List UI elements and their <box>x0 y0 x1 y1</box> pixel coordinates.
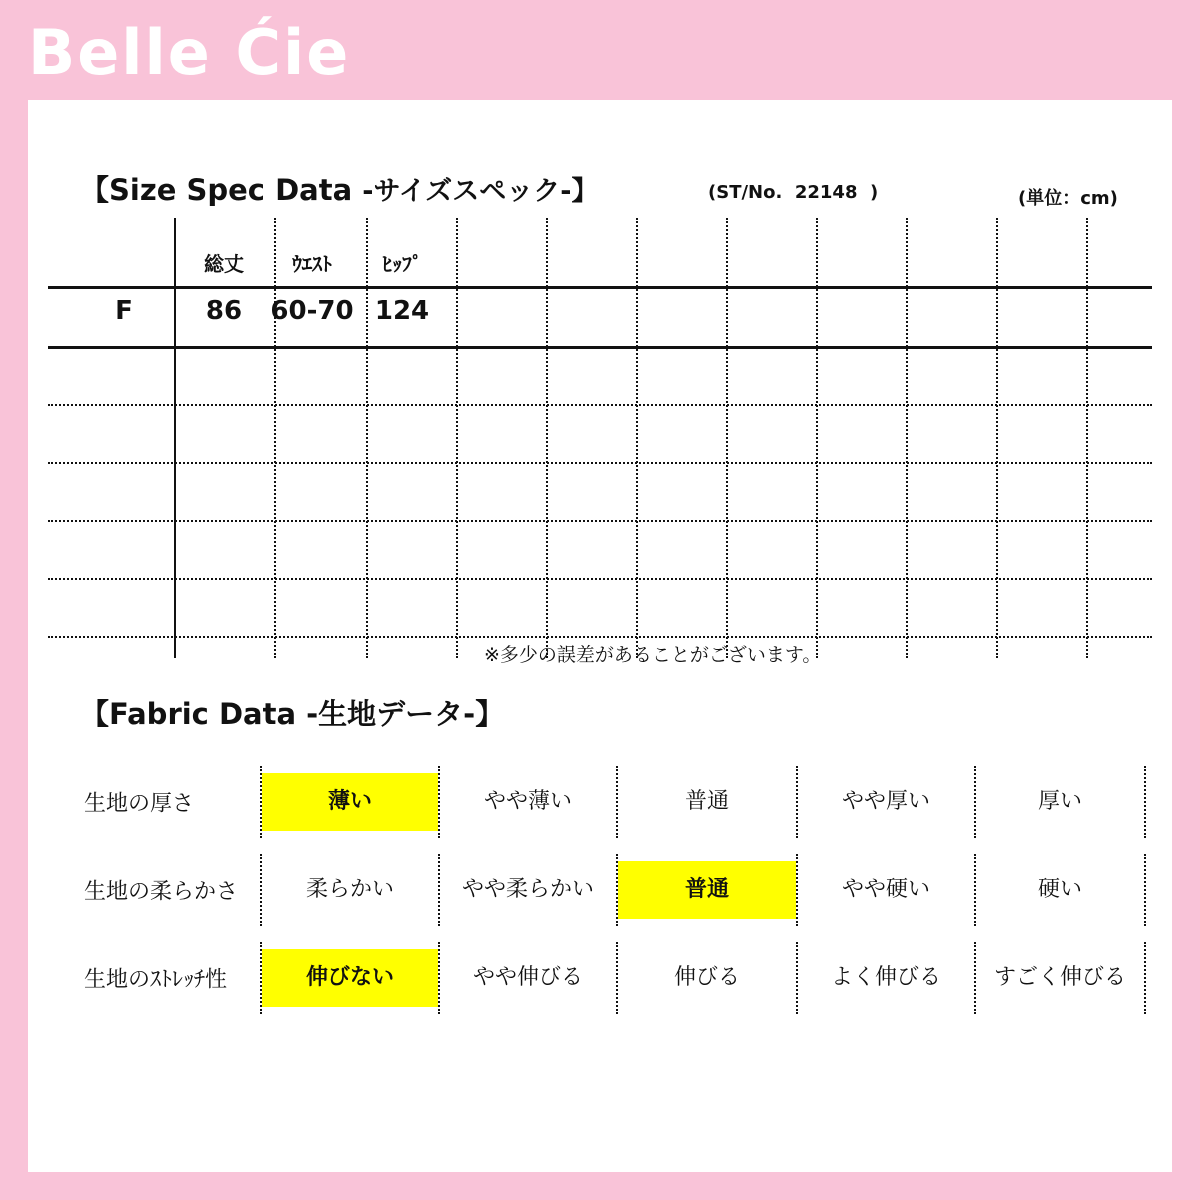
row-size-label: F <box>115 296 133 326</box>
size-spec-heading-jp: -サイズスペック-】 <box>362 176 599 207</box>
fabric-option[interactable]: 伸びる <box>673 965 740 990</box>
grid-vline-solid <box>174 218 176 658</box>
fabric-option[interactable]: 厚い <box>1037 789 1082 814</box>
cell-hip: 124 <box>374 296 430 326</box>
measurement-note: ※多少の誤差があることがございます。 <box>484 644 822 666</box>
size-spec-heading <box>80 168 599 209</box>
fabric-option[interactable]: 柔らかい <box>305 877 394 902</box>
fabric-row-stretch <box>56 934 1146 1022</box>
grid-vline <box>546 218 548 658</box>
cell-waist: 60-70 <box>270 296 354 326</box>
fabric-row-label: 生地のｽﾄﾚｯﾁ性 <box>84 967 228 993</box>
style-number-label: (ST/No. <box>708 182 783 203</box>
fabric-grid <box>56 758 1146 1022</box>
column-header-total-length: 総丈 <box>204 252 244 276</box>
grid-hline-solid <box>48 346 1152 349</box>
fabric-option[interactable]: 普通 <box>684 789 729 814</box>
fabric-option-selected[interactable]: 伸びない <box>262 949 438 1007</box>
fabric-heading-en: 【Fabric Data <box>80 697 307 731</box>
fabric-row-thickness <box>56 758 1146 846</box>
style-number <box>708 182 878 203</box>
grid-hline <box>48 404 1152 406</box>
grid-vline <box>726 218 728 658</box>
grid-vline <box>366 218 368 658</box>
fabric-divider <box>1144 854 1146 926</box>
fabric-row-label: 生地の柔らかさ <box>84 879 239 905</box>
fabric-option[interactable]: よく伸びる <box>830 965 941 990</box>
fabric-row-label: 生地の厚さ <box>84 791 195 817</box>
fabric-heading-jp: -生地データ-】 <box>306 697 505 731</box>
fabric-option-selected[interactable]: 普通 <box>618 861 796 919</box>
grid-vline <box>906 218 908 658</box>
fabric-heading <box>80 692 504 733</box>
cell-total-length: 86 <box>205 296 243 326</box>
grid-vline <box>456 218 458 658</box>
grid-hline <box>48 636 1152 638</box>
grid-hline <box>48 520 1152 522</box>
size-spec-heading-en: 【Size Spec Data <box>80 173 363 207</box>
fabric-divider <box>1144 942 1146 1014</box>
fabric-option-selected[interactable]: 薄い <box>262 773 438 831</box>
fabric-row-softness <box>56 846 1146 934</box>
fabric-option[interactable]: やや薄い <box>483 789 572 814</box>
fabric-option[interactable]: やや厚い <box>841 789 930 814</box>
grid-vline <box>1086 218 1088 658</box>
size-spec-grid <box>48 218 1152 658</box>
grid-vline <box>636 218 638 658</box>
fabric-option[interactable]: やや柔らかい <box>461 877 594 902</box>
style-number-value: 22148 <box>794 182 858 203</box>
fabric-option[interactable]: やや硬い <box>841 877 930 902</box>
column-header-hip: ﾋｯﾌﾟ <box>382 252 422 276</box>
fabric-option[interactable]: すごく伸びる <box>993 965 1126 990</box>
fabric-option[interactable]: やや伸びる <box>472 965 583 990</box>
fabric-option[interactable]: 硬い <box>1037 877 1082 902</box>
grid-vline <box>996 218 998 658</box>
grid-hline <box>48 462 1152 464</box>
grid-hline <box>48 578 1152 580</box>
style-number-close: ) <box>870 182 879 203</box>
column-header-waist: ｳｴｽﾄ <box>292 252 332 276</box>
unit-label: (単位：cm) <box>1018 188 1118 209</box>
brand-logo: Belle Ćie <box>28 16 351 89</box>
grid-hline-solid <box>48 286 1152 289</box>
grid-vline <box>274 218 276 658</box>
fabric-divider <box>1144 766 1146 838</box>
grid-vline <box>816 218 818 658</box>
content-card <box>28 100 1172 1172</box>
